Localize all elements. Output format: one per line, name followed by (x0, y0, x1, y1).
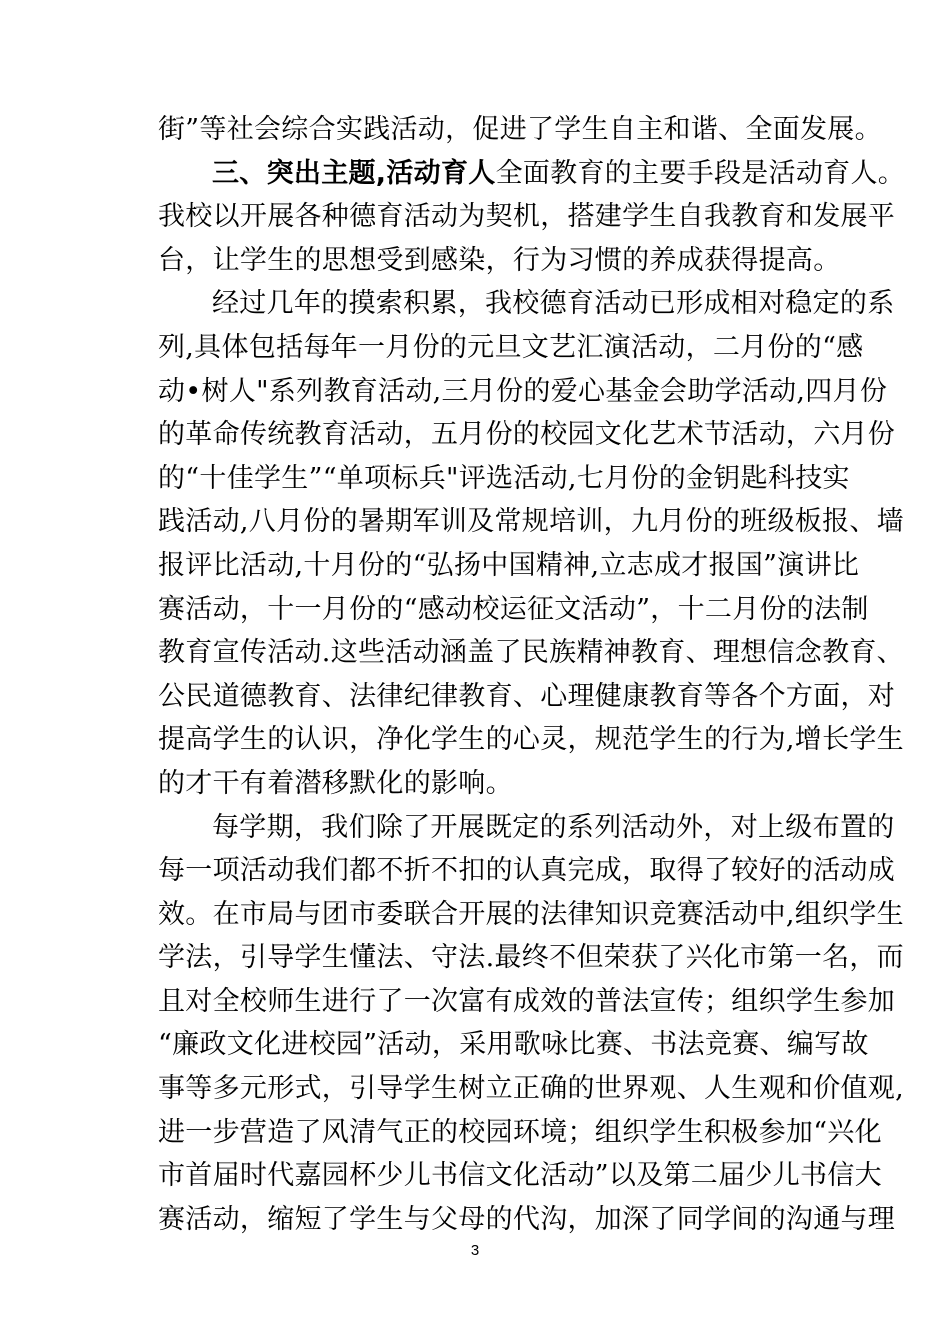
text-line: 街”等社会综合实践活动，促进了学生自主和谐、全面发展。 (158, 114, 882, 145)
paragraph-start-line: 每学期，我们除了开展既定的系列活动外，对上级布置的 (212, 811, 895, 843)
text-line: 赛活动，十一月份的“感动校运征文活动”，十二月份的法制 (158, 593, 869, 625)
text-line: 台，让学生的思想受到感染，行为习惯的养成获得提高。 (158, 244, 841, 276)
text-line: 的“十佳学生”“单项标兵"评选活动,七月份的金钥匙科技实 (158, 462, 850, 494)
text-line: 学法，引导学生懂法、守法.最终不但荣获了兴化市第一名，而 (158, 942, 904, 974)
section-heading-line (158, 152, 906, 196)
text-line: 动•树人"系列教育活动,三月份的爱心基金会助学活动,四月份 (158, 375, 888, 407)
text-line: 践活动,八月份的暑期军训及常规培训，九月份的班级板报、墙 (158, 506, 904, 538)
text-line: 市首届时代嘉园杯少儿书信文化活动”以及第二届少儿书信大 (158, 1160, 882, 1192)
text-line: 我校以开展各种德育活动为契机，搭建学生自我教育和发展平 (158, 201, 896, 233)
document-body (158, 108, 906, 1241)
text-line: “廉政文化进校园”活动，采用歌咏比赛、书法竞赛、编写故 (158, 1029, 869, 1061)
text-line: 效。在市局与团市委联合开展的法律知识竞赛活动中,组织学生 (158, 898, 904, 930)
section-heading-tail: 全面教育的主要手段是活动育人。 (495, 157, 906, 189)
text-line: 提高学生的认识，净化学生的心灵，规范学生的行为,增长学生 (158, 724, 904, 756)
text-line: 报评比活动,十月份的“弘扬中国精神,立志成才报国”演讲比 (158, 549, 860, 581)
text-line: 赛活动，缩短了学生与父母的代沟，加深了同学间的沟通与理 (158, 1203, 896, 1235)
text-line: 事等多元形式，引导学生树立正确的世界观、人生观和价值观, (158, 1073, 904, 1105)
paragraph-start-line: 经过几年的摸索积累，我校德育活动已形成相对稳定的系 (212, 288, 895, 320)
text-line: 公民道德教育、法律纪律教育、心理健康教育等各个方面，对 (158, 680, 896, 712)
section-heading: 三、突出主题,活动育人 (212, 157, 496, 189)
text-line: 教育宣传活动.这些活动涵盖了民族精神教育、理想信念教育、 (158, 637, 904, 669)
text-line: 进一步营造了风清气正的校园环境；组织学生积极参加“兴化 (158, 1116, 882, 1148)
text-line: 的革命传统教育活动，五月份的校园文化艺术节活动，六月份 (158, 419, 896, 451)
text-line: 每一项活动我们都不折不扣的认真完成，取得了较好的活动成 (158, 855, 896, 887)
text-line: 列,具体包括每年一月份的元旦文艺汇演活动，二月份的“感 (158, 331, 864, 363)
text-line: 的才干有着潜移默化的影响。 (158, 767, 513, 799)
text-line: 且对全校师生进行了一次富有成效的普法宣传；组织学生参加 (158, 985, 896, 1017)
page-number: 3 (470, 1242, 480, 1259)
